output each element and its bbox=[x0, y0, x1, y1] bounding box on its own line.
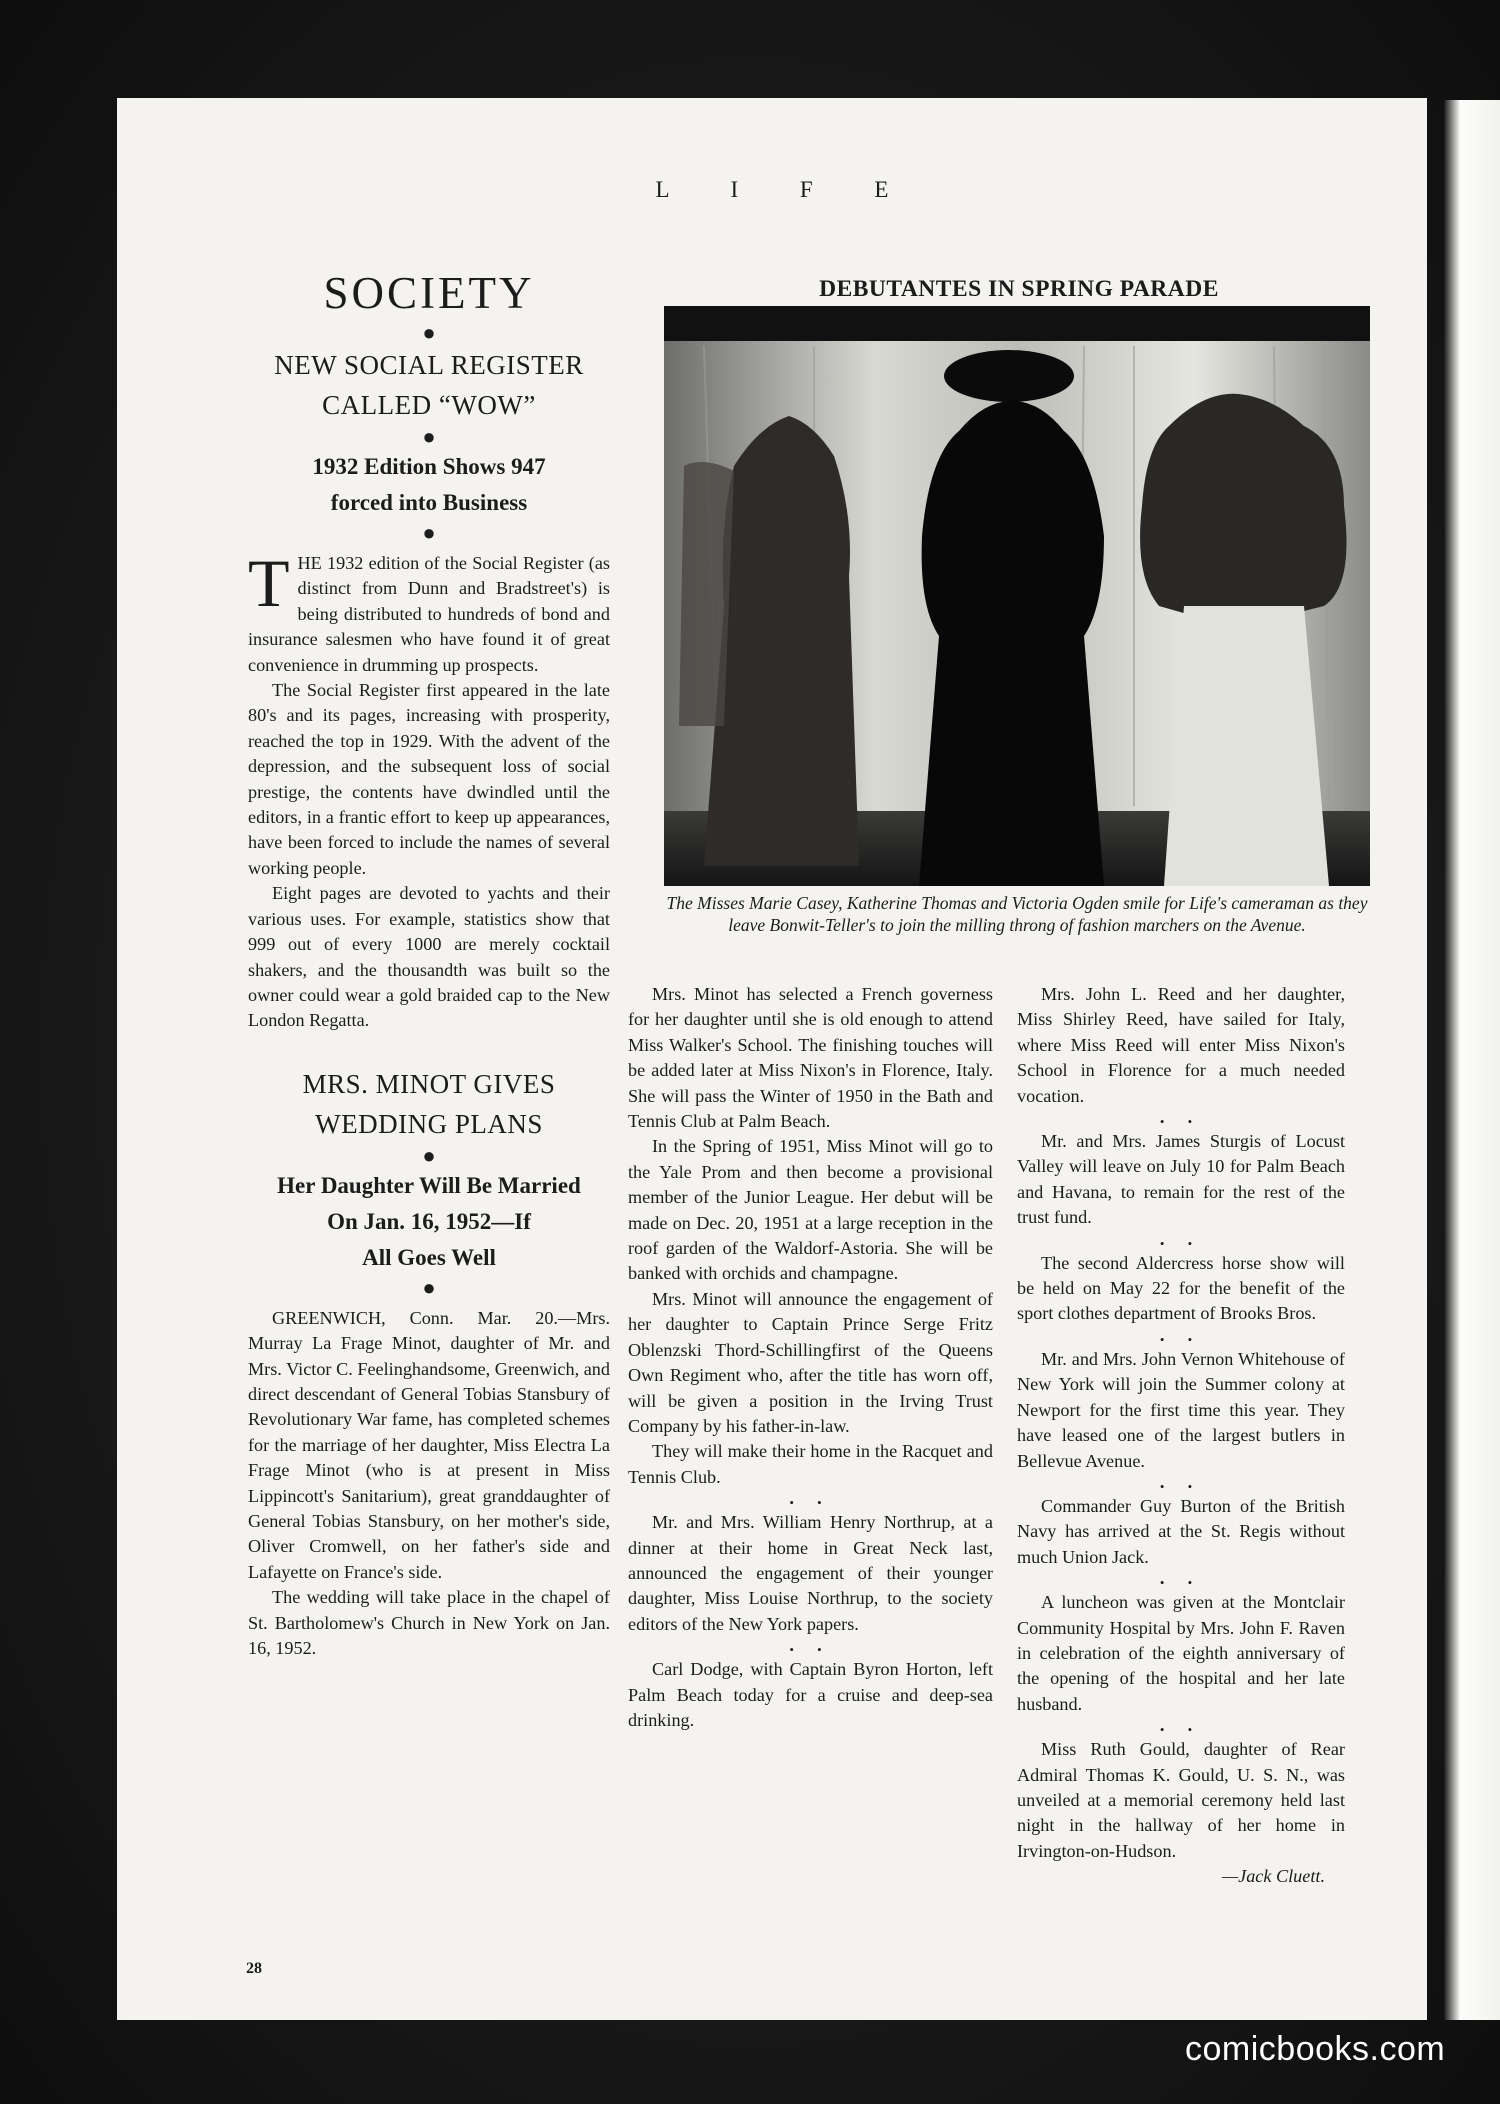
society-item-dodge: Carl Dodge, with Captain Byron Horton, left Palm Beach today for a cruise and deep-sea drinking. bbox=[628, 1659, 993, 1730]
bullet-icon: ● bbox=[422, 424, 436, 449]
article1-paragraph-1-text: HE 1932 edition of the Social Register (as distinct from Dunn and Bradstreet's) is being distributed to hundreds of bond and insurance salesmen who have found it of great convenience in drumming up prospects. bbox=[248, 553, 610, 675]
photo-heading: DEBUTANTES IN SPRING PARADE bbox=[819, 276, 1219, 302]
bullet-icon: ● bbox=[422, 1274, 436, 1300]
section-title: SOCIETY bbox=[323, 268, 535, 318]
article1-headline-line1: NEW SOCIAL REGISTER bbox=[274, 350, 584, 380]
byline: —Jack Cluett. bbox=[1221, 1866, 1325, 1887]
article2-paragraph-6: They will make their home in the Racquet and Tennis Club. bbox=[628, 1441, 993, 1487]
separator-dots: • • bbox=[789, 1642, 832, 1658]
article2-paragraph-4: In the Spring of 1951, Miss Minot will go to the Yale Prom and then become a provisional member of the Junior League. Her debut will be made on Dec. 20, 1951 at a large reception in the roof garden of the Waldorf-Astoria. She will be banked with orchids and champagne. bbox=[628, 1136, 993, 1284]
article1-paragraph-2: The Social Register first appeared in the late 80's and its pages, increasing with prosperity, reached the top in 1929. With the advent of the depression, and the subsequent loss of social prestige, the contents have dwindled until the editors, in a frantic effort to keep up appearances, have been forced to include the names of several working people. bbox=[248, 680, 610, 878]
bullet-icon: ● bbox=[422, 520, 436, 545]
article2-paragraph-2: The wedding will take place in the chapel of St. Bartholomew's Church in New York on Jan. 16, 1952. bbox=[248, 1587, 610, 1658]
page-number: 28 bbox=[246, 1960, 262, 1977]
column-3 bbox=[1017, 982, 1345, 1890]
article2-paragraph-5: Mrs. Minot will announce the engagement of her daughter to Captain Prince Serge Fritz Oblenzski Thord-Schillingfirst of the Queens Own Regiment who, after the title has worn off, will be given a position in the Irving Trust Company by his father-in-law. bbox=[628, 1288, 993, 1436]
separator-dots: • • bbox=[1159, 1331, 1203, 1347]
separator-dots: • • bbox=[1159, 1722, 1203, 1738]
magazine-title: L I F E bbox=[655, 177, 917, 202]
separator-dots: • • bbox=[1159, 1114, 1203, 1130]
separator-dots: • • bbox=[789, 1495, 832, 1511]
separator-dots: • • bbox=[1159, 1478, 1203, 1494]
society-item-reed: Mrs. John L. Reed and her daughter, Miss Shirley Reed, have sailed for Italy, where Miss Reed will enter Miss Nixon's School in Florence for a much needed vocation. bbox=[1017, 984, 1345, 1106]
article1-subhead-line2: forced into Business bbox=[330, 490, 528, 515]
society-item-gould: Miss Ruth Gould, daughter of Rear Admiral Thomas K. Gould, U. S. N., was unveiled at a memorial ceremony held last night in the hallway of her home in Irvington-on-Hudson. bbox=[1017, 1739, 1345, 1861]
photo-caption: The Misses Marie Casey, Katherine Thomas and Victoria Ogden smile for Life's cameraman as they leave Bonwit-Teller's to join the milling throng of fashion marchers on the Avenue. bbox=[666, 893, 1368, 935]
article2-paragraph-1: GREENWICH, Conn. Mar. 20.—Mrs. Murray La Frage Minot, daughter of Mr. and Mrs. Victor C. Feelinghandsome, Greenwich, and direct descendant of General Tobias Stansbury of Revolutionary War fame, has completed schemes for the marriage of her daughter, Miss Electra La Frage Minot (who is at present in Miss Lippincott's Sanitarium), great granddaughter of General Tobias Stansbury, on her mother's side, Oliver Cromwell, on her father's side and Lafayette on France's side. bbox=[248, 1307, 610, 1582]
society-item-sturgis: Mr. and Mrs. James Sturgis of Locust Valley will leave on July 10 for Palm Beach and Havana, to remain for the rest of the trust fund. bbox=[1017, 1131, 1345, 1228]
article1-paragraph-1 bbox=[248, 545, 610, 678]
bullet-icon: ● bbox=[422, 1142, 436, 1168]
society-item-whitehouse: Mr. and Mrs. John Vernon Whitehouse of New York will join the Summer colony at Newport for the first time this year. They have leased one of the largest butlers in Bellevue Avenue. bbox=[1017, 1348, 1345, 1471]
society-item-burton: Commander Guy Burton of the British Navy has arrived at the St. Regis without much Union Jack. bbox=[1017, 1495, 1345, 1567]
debutantes-photo-image bbox=[664, 306, 1370, 886]
separator-dots: • • bbox=[1159, 1575, 1203, 1591]
debutantes-photo bbox=[664, 306, 1370, 886]
society-item-northrup: Mr. and Mrs. William Henry Northrup, at a dinner at their home in Great Neck last, announced the engagement of their younger daughter, Miss Louise Northrup, to the society editors of the New York papers. bbox=[628, 1512, 993, 1634]
society-item-luncheon: A luncheon was given at the Montclair Community Hospital by Mrs. John F. Raven in celebration of the eighth anniversary of the opening of the hospital and her late husband. bbox=[1017, 1592, 1345, 1714]
article1-paragraph-3: Eight pages are devoted to yachts and their various uses. For example, statistics show that 999 out of every 1000 are merely cocktail shakers, and the thousandth was built so the owner could wear a gold braided cap to the New London Regatta. bbox=[248, 883, 610, 1031]
article1-subhead-line1: 1932 Edition Shows 947 bbox=[312, 454, 546, 479]
watermark: comicbooks.com bbox=[1185, 2030, 1446, 2068]
separator-dots: • • bbox=[1159, 1235, 1203, 1251]
article2-paragraph-3: Mrs. Minot has selected a French governess for her daughter until she is old enough to attend Miss Walker's School. The finishing touches will be added later at Miss Nixon's in Florence, Italy. She will pass the Winter of 1950 in the Bath and Tennis Club at Palm Beach. bbox=[628, 984, 993, 1132]
drop-cap: T bbox=[248, 545, 290, 621]
bullet-icon: ● bbox=[422, 320, 436, 345]
society-item-horse-show: The second Aldercress horse show will be held on May 22 for the benefit of the sport clothes department of Brooks Bros. bbox=[1017, 1252, 1345, 1324]
facing-page-edge bbox=[1443, 100, 1500, 2020]
article2-subhead-line3: All Goes Well bbox=[362, 1244, 496, 1270]
column-1 bbox=[248, 265, 610, 1661]
column-2 bbox=[628, 982, 993, 1733]
article2-headline-line1: MRS. MINOT GIVES bbox=[302, 1068, 556, 1099]
article1-headline-line2: CALLED “WOW” bbox=[322, 390, 536, 420]
article2-subhead-line2: On Jan. 16, 1952—If bbox=[327, 1208, 531, 1234]
article2-subhead-line1: Her Daughter Will Be Married bbox=[277, 1172, 581, 1198]
article2-headline-line2: WEDDING PLANS bbox=[315, 1108, 543, 1139]
article2-body-start bbox=[248, 1306, 610, 1662]
article1-body bbox=[248, 545, 610, 1034]
